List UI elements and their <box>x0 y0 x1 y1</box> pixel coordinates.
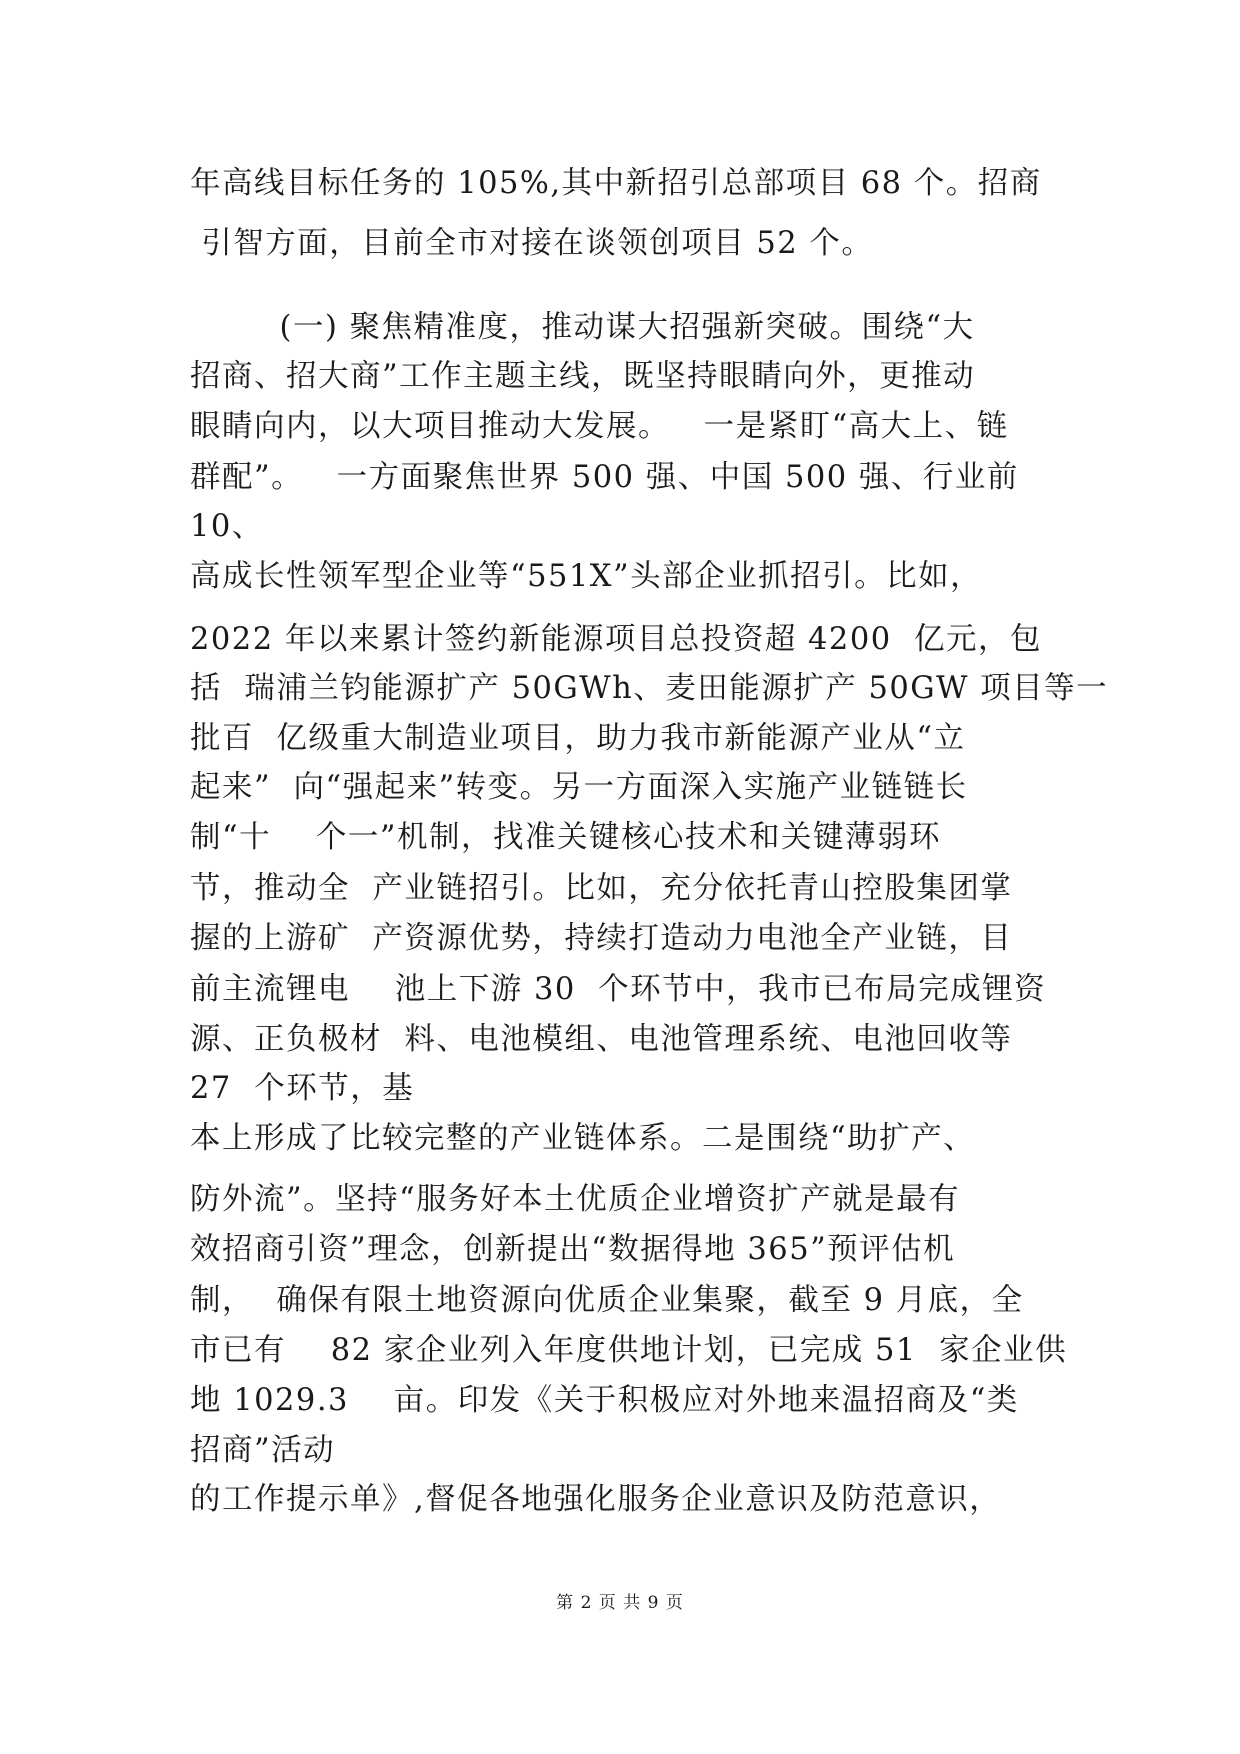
text-line: 高成长性领军型企业等“551X”头部企业抓招引。比如， <box>190 559 983 594</box>
text-line: 10、 <box>190 509 264 544</box>
text-line: 批百 亿级重大制造业项目，助力我市新能源产业从“立 <box>190 721 966 756</box>
text-line: 引智方面，目前全市对接在谈领创项目 52 个。 <box>190 226 874 261</box>
text-line: 制， 确保有限土地资源向优质企业集聚，截至 9 月底，全 <box>190 1283 1024 1318</box>
text-line: 地 1029.3 亩。印发《关于积极应对外地来温招商及“类 <box>190 1383 1019 1418</box>
text-line: 前主流锂电 池上下游 30 个环节中，我市已布局完成锂资 <box>190 972 1047 1007</box>
text-line: 括 瑞浦兰钧能源扩产 50GWh、麦田能源扩产 50GW 项目等一 <box>190 671 1109 706</box>
text-line: 的工作提示单》,督促各地强化服务企业意识及防范意识， <box>190 1482 1002 1517</box>
text-line: 本上形成了比较完整的产业链体系。二是围绕“助扩产、 <box>190 1121 976 1156</box>
text-line: 年高线目标任务的 105%,其中新招引总部项目 68 个。招商 <box>190 166 1042 201</box>
text-line: 市已有 82 家企业列入年度供地计划，已完成 51 家企业供 <box>190 1333 1068 1368</box>
text-line: 握的上游矿 产资源优势，持续打造动力电池全产业链，目 <box>190 921 1013 956</box>
text-line: 节，推动全 产业链招引。比如，充分依托青山控股集团掌 <box>190 871 1013 906</box>
text-line: 制“十 个一”机制，找准关键核心技术和关键薄弱环 <box>190 820 941 855</box>
text-line: 招商”活动 <box>190 1433 336 1468</box>
text-line: 群配”。 一方面聚焦世界 500 强、中国 500 强、行业前 <box>190 460 1019 495</box>
text-line: 防外流”。坚持“服务好本土优质企业增资扩产就是最有 <box>190 1182 961 1217</box>
text-line: 起来” 向“强起来”转变。另一方面深入实施产业链链长 <box>190 770 968 805</box>
page-footer: 第 2 页 共 9 页 <box>556 1593 684 1613</box>
text-line: 27 个环节，基 <box>190 1071 415 1106</box>
text-line: 招商、招大商”工作主题主线，既坚持眼睛向外，更推动 <box>190 359 976 394</box>
text-line: 2022 年以来累计签约新能源项目总投资超 4200 亿元，包 <box>190 622 1043 657</box>
text-line: (一) 聚焦精准度，推动谋大招强新突破。围绕“大 <box>190 310 975 345</box>
text-line: 源、正负极材 料、电池模组、电池管理系统、电池回收等 <box>190 1022 1013 1057</box>
text-line: 眼睛向内，以大项目推动大发展。 一是紧盯“高大上、链 <box>190 409 1009 444</box>
text-line: 效招商引资”理念，创新提出“数据得地 365”预评估机 <box>190 1232 956 1267</box>
